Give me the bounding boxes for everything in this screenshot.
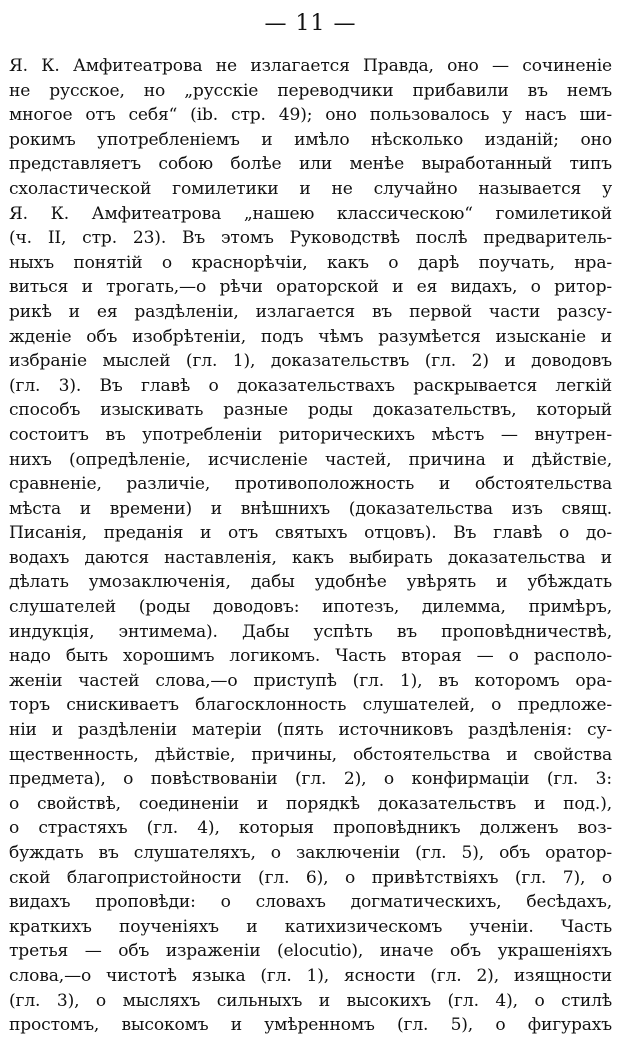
text-line: (гл. 3). Въ главѣ о доказательствахъ раскрывается легкій	[9, 375, 612, 396]
text-line: простомъ, высокомъ и умѣренномъ (гл. 5), о фигурахъ	[9, 1015, 612, 1036]
body-text	[9, 54, 612, 1038]
text-line: представляетъ собою болѣе или менѣе выработанный типъ	[9, 154, 612, 175]
text-line: жденіе объ изобрѣтеніи, подъ чѣмъ разумѣется изысканіе и	[9, 326, 612, 347]
text-line: рокимъ употребленіемъ и имѣло нѣсколько изданій; оно	[9, 129, 612, 150]
text-line: избраніе мыслей (гл. 1), доказательствъ (гл. 2) и доводовъ	[9, 351, 612, 372]
text-line: буждать въ слушателяхъ, о заключеніи (гл. 5), объ оратор-	[9, 843, 612, 863]
text-line: Я. К. Амфитеатрова „нашею классическою“ гомилетикой	[9, 203, 612, 224]
text-line: торъ снискиваетъ благосклонность слушателей, о предложе-	[9, 695, 612, 716]
text-line: мѣста и времени) и внѣшнихъ (доказательства изъ свящ.	[9, 498, 612, 519]
text-line: сравненіе, различіе, противоположность и обстоятельства	[9, 474, 612, 495]
text-line: состоитъ въ употребленіи риторическихъ мѣстъ — внутрен-	[9, 424, 612, 445]
text-line: о страстяхъ (гл. 4), которыя проповѣдникъ долженъ воз-	[9, 818, 612, 839]
text-line: схоластической гомилетики и не случайно называется у	[9, 178, 612, 199]
text-line: видахъ проповѣди: о словахъ догматическихъ, бесѣдахъ,	[9, 892, 612, 913]
text-line: виться и трогать,—о рѣчи ораторской и ея видахъ, о ритор-	[9, 277, 612, 298]
text-line: водахъ даются наставленія, какъ выбирать доказательства и	[9, 547, 612, 568]
text-line: щественность, дѣйствіе, причины, обстоятельства и свойства	[9, 744, 612, 765]
text-line: нихъ (опредѣленіе, исчисленіе частей, причина и дѣйствіе,	[9, 449, 612, 470]
text-line: (гл. 3), о мысляхъ сильныхъ и высокихъ (гл. 4), о стилѣ	[9, 990, 612, 1011]
text-line: предмета), о повѣствованіи (гл. 2), о конфирмаціи (гл. 3:	[9, 769, 612, 790]
text-line: способъ изыскивать разные роды доказательствъ, который	[9, 400, 612, 421]
text-line: не русское, но „русскіе переводчики прибавили въ немъ	[9, 80, 612, 101]
text-line: краткихъ поученіяхъ и катихизическомъ ученіи. Часть	[9, 916, 612, 937]
text-line: Писанія, преданія и отъ святыхъ отцовъ). Въ главѣ о до-	[9, 523, 612, 544]
text-line: надо быть хорошимъ логикомъ. Часть вторая — о располо-	[9, 646, 612, 667]
page-number: — 11 —	[264, 11, 357, 36]
text-line: ской благопристойности (гл. 6), о привѣтствіяхъ (гл. 7), о	[9, 867, 612, 888]
text-line: женіи частей слова,—о приступѣ (гл. 1), въ которомъ орa-	[9, 670, 612, 691]
text-line: о свойствѣ, соединеніи и порядкѣ доказательствъ и под.),	[9, 793, 612, 814]
text-line: дѣлать умозаключенія, дабы удобнѣе увѣрять и убѣждать	[9, 572, 612, 593]
text-line: слова,—о чистотѣ языка (гл. 1), ясности (гл. 2), изящности	[9, 965, 612, 986]
text-line: слушателей (роды доводовъ: ипотезъ, дилемма, примѣръ,	[9, 597, 612, 618]
text-line: третья — объ израженіи (elocutio), иначе объ украшеніяхъ	[9, 941, 612, 962]
text-line: индукція, энтимема). Дабы успѣть въ проповѣдничествѣ,	[9, 621, 612, 642]
text-line: рикѣ и ея раздѣленіи, излагается въ первой части разсу-	[9, 301, 612, 322]
text-line: многое отъ себя“ (ib. стр. 49); оно пользовалось у насъ ши-	[9, 105, 612, 126]
text-line: ніи и раздѣленіи матеріи (пять источниковъ раздѣленія: су-	[9, 720, 612, 741]
text-line: ныхъ понятій о краснорѣчіи, какъ о дарѣ поучать, нра-	[9, 252, 612, 273]
text-line: (ч. II, стр. 23). Въ этомъ Руководствѣ послѣ предваритель-	[9, 228, 612, 249]
text-line: Я. К. Амфитеатрова не излагается Правда, оно — сочиненіе	[9, 56, 612, 76]
